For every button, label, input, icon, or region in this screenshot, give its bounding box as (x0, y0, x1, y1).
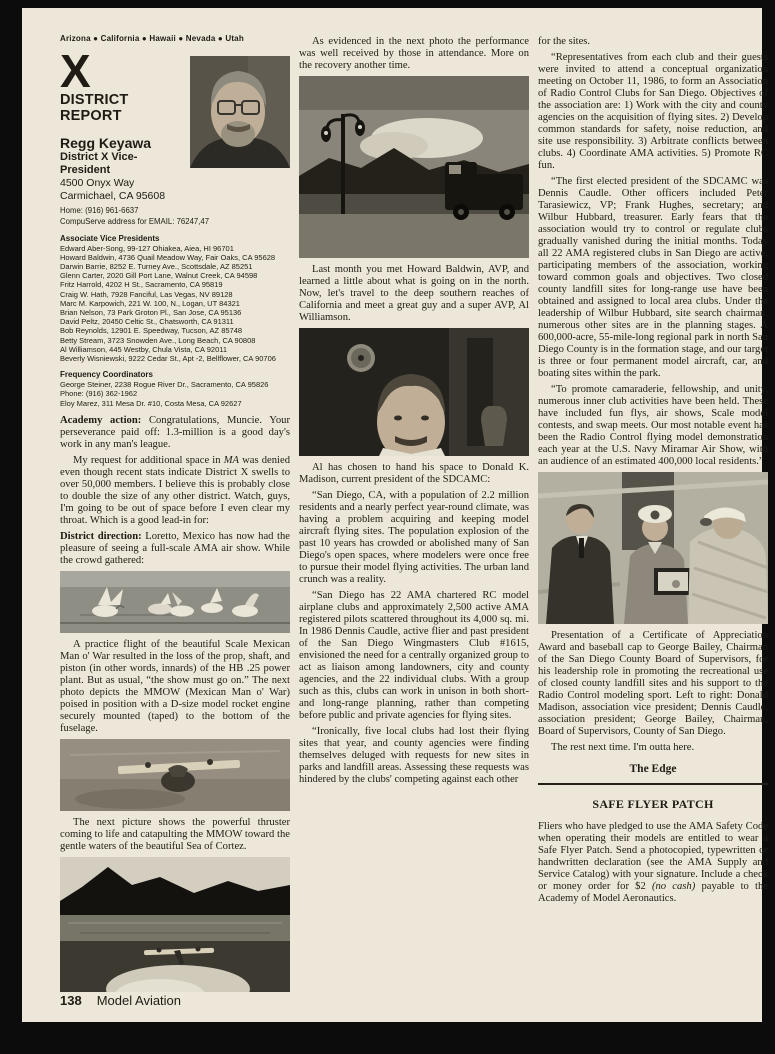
frequency-coordinators-heading: Frequency Coordinators (60, 370, 153, 380)
truck-scene-illustration (299, 76, 529, 258)
district-direction-label: District direction: (60, 530, 142, 542)
sea-of-cortez-launch-photo (60, 857, 290, 992)
home-phone: Home: (916) 961-6637 (60, 206, 139, 216)
avp-entry: Glenn Carter, 2020 Gill Port Lane, Walnut Creek, CA 94598 (60, 271, 258, 281)
practice-flight-paragraph: A practice flight of the beautiful Scale Mexican Man o' War resulted in the loss of the prop, shaft, and piston (in other words, innards) of the HB .25 power plant. But as usual, “the show must go on.” The next photo depicts the MMOW (Mexican Man o' War) poised in position with a D-size model rocket engine securely mounted (taped) to the bottom of the fuselage. (60, 638, 290, 734)
launch-illustration (60, 857, 290, 992)
thruster-paragraph: The next picture shows the powerful thruster coming to life and catapulting the MMOW toward the gentle waters of the beautiful Sea of Cortez. (60, 816, 290, 852)
middle-column (299, 34, 529, 992)
space-request-pre: My request for additional space in (73, 454, 224, 466)
presentation-illustration (538, 472, 768, 624)
avp-entry: Howard Baldwin, 4736 Quail Meadow Way, Fair Oaks, CA 95628 (60, 252, 276, 262)
contact-lines (60, 206, 290, 226)
district-header-text (60, 45, 182, 202)
patch-text-post: payable to the Academy of Model Aeronautics. (538, 881, 768, 904)
portrait-illustration (190, 56, 290, 168)
madison-handoff-paragraph: Al has chosen to hand his space to Donald K. Madison, current president of the SDCAMC: (299, 462, 529, 485)
magazine-title: Model Aviation (96, 993, 182, 1008)
byline-the-edge: The Edge (629, 763, 677, 775)
camaraderie-paragraph: “To promote camaraderie, fellowship, and unity, numerous inner club activities have been held. These have included fun flys, air shows, Scale model contests, and swap meets. Our most notable event has been the Radio Control flying model demonstration each year at the U.S. Navy Miramar Air Show, with an audience of an estimated 400,000 local residents.” (538, 384, 768, 467)
san-diego-population-paragraph: “San Diego, CA, with a population of 2.2 million residents and a nearly perfect year-round climate, was having a problem acquiring and keeping model aircraft flying sites. The population explosion of the past 10 years has crowded or abolished many of San Diego's open spaces, where modelers were once free to pursue their model flying activities. The urban land crunch was a reality. (299, 490, 529, 585)
vp-address-line1: 4500 Onyx Way (60, 177, 135, 190)
space-request-post: was denied even though recent stats indicate District X swells to over 50,000 members. I believe this is probably close to double the size of any other district. Watch, guys, I'm going to be out of space before I even clear my throat. Which is a good lead-in for: (60, 454, 290, 526)
district-states-line: Arizona ● California ● Hawaii ● Nevada ● Utah (60, 34, 244, 43)
avp-entry: Fritz Harrold, 4202 H St., Sacramento, CA 95819 (60, 280, 223, 290)
avp-entry: Bob Reynolds, 12901 E. Speedway, Tucson, AZ 85748 (60, 326, 243, 336)
academy-action-text: Congratulations, Muncie. Your perseverance paid off: 1.3-million is a good day's work in any man's league. (60, 414, 290, 450)
district-letter: X (60, 45, 91, 97)
avp-entry: Craig W. Hath, 7928 Fanciful, Las Vegas, NV 89128 (60, 289, 233, 299)
avp-entry: Edward Aber-Song, 99-127 Ohiakea, Aiea, HI 96701 (60, 243, 234, 253)
patch-text-pre: Fliers who have pledged to use the AMA Safety Code when operating their models are entitled to wear a Safe Flyer Patch. Send a photocopied, typewritten or handwritten declaration (see the AMA Supply and Service Catalog) with your signature. Include a check or money order for $2 (538, 821, 768, 892)
academy-action-label: Academy action: (60, 414, 142, 426)
district-header (60, 45, 290, 202)
page-footer (60, 993, 181, 1008)
avp-entry: Marc M. Karpowich, 221 W. 100, N., Logan, UT 84321 (60, 298, 240, 308)
first-president-paragraph: “The first elected president of the SDCAMC was Dennis Caudle. Other officers included Peter Tarasiewicz, VP; Frank Hughes, secretary; and Wilbur Hubbard, treasurer. Early fears that the association would try to control or regulate clubs gradually vanished during the initial months. Today all 22 AMA registered clubs in San Diego are active, participating members of the association, working toward common goals and objectives. Two closed county landfill sites for long-range use have been obtained and assigned to local area clubs. Under the leadership of Wilbur Hubbard, site search chairman, numerous other sites are in the planning stages. A 600,000-acre, 55-mile-long regional park in north San Diego County is in the formation stage, and our target is three or four permanent model aircraft, car, and boating sites within the park. (538, 176, 768, 379)
pelicans-illustration (60, 571, 290, 633)
fc-entry: Phone: (916) 362-1962 (60, 389, 138, 399)
district-report-title: DISTRICT REPORT (60, 91, 129, 124)
presentation-caption: Presentation of a Certificate of Appreciation Award and baseball cap to George Bailey, Chairman of the San Diego County Board of Supervisors, for his leadership role in promoting the recreational use of closed county landfill sites and his support to the Radio Control modeling sport. Left to right: Donald Madison, association vice president; Dennis Caudle, association president; George Bailey, Chairman, Board of Supervisors, County of San Diego. (538, 630, 768, 737)
avp-entry: David Peltz, 20450 Celtic St., Chatsworth, CA 91311 (60, 317, 234, 327)
recovery-truck-photo (299, 76, 529, 258)
fc-entry: Eloy Marez, 311 Mesa Dr. #10, Costa Mesa, CA 92627 (60, 398, 242, 408)
frequency-coordinator-directory (60, 370, 290, 408)
associate-vp-directory (60, 234, 290, 364)
pelicans-photo (60, 571, 290, 633)
certificate-presentation-photo (538, 472, 768, 624)
fc-entry: George Steiner, 2238 Rogue River Dr., Sacramento, CA 95826 (60, 380, 269, 390)
no-cash-italic: (no cash) (651, 881, 696, 892)
associate-vp-heading: Associate Vice Presidents (60, 233, 160, 243)
mmow-on-beach-photo (60, 739, 290, 811)
vp-portrait-photo (190, 56, 290, 168)
email-line: CompuServe address for EMAIL: 76247,47 (60, 216, 210, 226)
vp-address-line2: Carmichael, CA 95608 (60, 189, 166, 202)
al-williamson-photo (299, 328, 529, 456)
avp-entry: Betty Stream, 3723 Snowden Ave., Long Beach, CA 90808 (60, 335, 256, 345)
left-column (60, 34, 290, 992)
district-direction-paragraph (60, 531, 290, 567)
ma-italic: MA (223, 454, 239, 466)
performance-paragraph: As evidenced in the next photo the performance was well received by those in attendance. More on the recovery another time. (299, 36, 529, 71)
district-direction-text: Loretto, Mexico has now had the pleasure of seeing a full-scale AMA air show. While the crowd gathered: (60, 530, 290, 566)
vp-title: District X Vice-President (60, 150, 138, 176)
columns (60, 34, 768, 992)
howard-baldwin-paragraph: Last month you met Howard Baldwin, AVP, and learned a little about what is going on in the north. Now, let's travel to the deep southern reaches of California and meet a great guy and a super AVP, Al Williamson. (299, 264, 529, 323)
vp-name: Regg Keyawa (60, 134, 152, 151)
section-divider (538, 783, 768, 785)
right-column (538, 34, 768, 992)
avp-entry: Brian Nelson, 73 Park Groton Pl., San Jose, CA 95136 (60, 308, 242, 318)
san-diego-clubs-paragraph: “San Diego has 22 AMA chartered RC model airplane clubs and approximately 2,500 active AMA registered pilots scattered throughout its 4,000 sq. mi. In 1986 Dennis Caudle, active flier and past president of the San Diego Wingmasters Club #1615, envisioned the need for a centrally organized group to act as liaison among landowners, city and county agencies, and the 22 individual clubs. With a group such as this, clubs can work in unison in both short- and long-range planning, rather than competing before public and private agencies for flying sites. (299, 590, 529, 721)
page-number: 138 (60, 993, 82, 1008)
page-surface (22, 8, 768, 1022)
safe-flyer-patch-paragraph (538, 821, 768, 905)
avp-entry: Al Williamson, 445 Westby, Chula Vista, CA 92011 (60, 344, 228, 354)
avp-entry: Darwin Barrie, 8252 E. Turney Ave., Scottsdale, AZ 85251 (60, 262, 253, 272)
continuation-line: for the sites. (538, 36, 591, 47)
space-request-paragraph (60, 455, 290, 527)
al-williamson-illustration (299, 328, 529, 456)
representatives-paragraph: “Representatives from each club and their guests were invited to attend a conceptual organization meeting on October 11, 1986, to form an Association of Radio Control Clubs for San Diego. Objectives of the association are: 1) Work with the city and county agencies on the acquisition of flying sites. 2) Develop common standards for safety, noise reduction, and site use responsibility. 3) Arbitrate conflicts between clubs. 4) Coordinate AMA activities. 5) Promote RC fun. (538, 52, 768, 171)
signoff-line: The rest next time. I'm outta here. (551, 742, 695, 753)
mmow-beach-illustration (60, 739, 290, 811)
avp-entry: Beverly Wisniewski, 9222 Cedar St., Apt -2, Bellflower, CA 90706 (60, 354, 276, 364)
academy-action-paragraph (60, 415, 290, 451)
safe-flyer-patch-heading: SAFE FLYER PATCH (592, 797, 714, 811)
ironically-paragraph: “Ironically, five local clubs had lost their flying sites that year, and county agencies were finding themselves deluged with requests for new sites in parks and landfill areas. Assessing these requests was hindered by the clubs' competing against each other (299, 726, 529, 785)
